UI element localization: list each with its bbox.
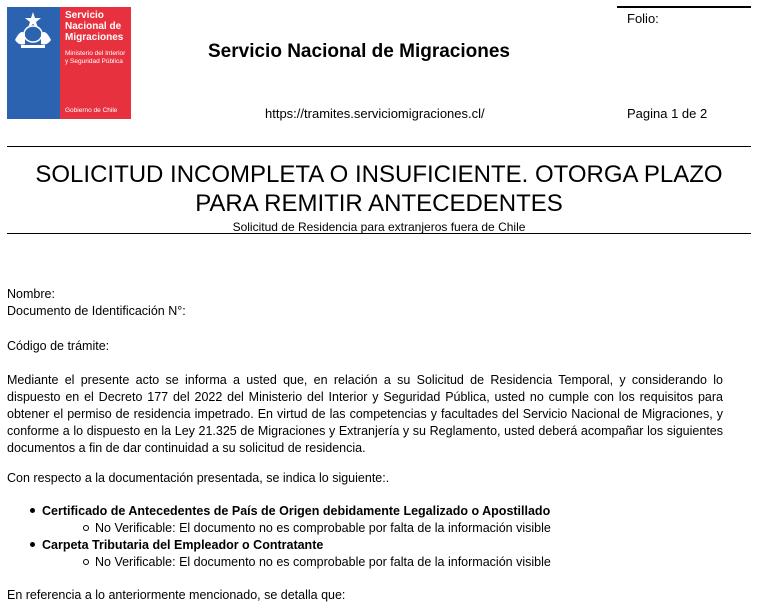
bullet-icon: [30, 508, 35, 513]
name-label: Nombre:: [7, 287, 55, 301]
document-subtitle: Solicitud de Residencia para extranjeros fuera de Chile: [232, 220, 526, 234]
code-label: Código de trámite:: [7, 339, 110, 353]
logo-government: Gobierno de Chile: [65, 107, 118, 114]
chile-crest-icon: [11, 10, 56, 50]
list-item: [30, 503, 550, 520]
header-url: https://tramites.serviciomigraciones.cl/: [265, 106, 485, 121]
item-detail: No Verificable: El documento no es comprobable por falta de la información visible: [95, 521, 551, 535]
folio-label: Folio:: [627, 11, 659, 26]
main-paragraph: Mediante el presente acto se informa a usted que, en relación a su Solicitud de Residencia Temporal, y considerando lo dispuesto en el Decreto 177 del 2022 del Ministerio del Interior y Seguridad Pública, usted no cumple con los requisitos para obtener el permiso de residencia impetrado. En virtud de las competencias y facultades del Servicio Nacional de Migraciones, y conforme a lo dispuesto en la Ley 21.325 de Migraciones y Extranjería y su Reglamento, usted deberá acompañar los siguientes documentos a fin de dar continuidad a su solicitud de residencia.: [7, 373, 723, 455]
logo-service-name: Servicio Nacional de Migraciones: [65, 10, 124, 43]
header-title: Servicio Nacional de Migraciones: [208, 41, 510, 62]
list-intro: Con respecto a la documentación presentada, se indica lo siguiente:.: [7, 471, 390, 485]
title-top-rule: [7, 146, 751, 147]
page-number: Pagina 1 de 2: [627, 106, 708, 121]
list-item-detail: [83, 520, 551, 537]
sub-bullet-icon: [83, 525, 89, 531]
logo-ministry: Ministerio del Interior y Seguridad Pública: [65, 50, 126, 65]
title-bottom-rule: [7, 233, 751, 234]
bullet-icon: [30, 542, 35, 547]
logo: [7, 7, 131, 119]
list-item-detail: [83, 554, 551, 571]
list-item: [30, 537, 323, 554]
folio-divider: [617, 6, 751, 8]
document-title: SOLICITUD INCOMPLETA O INSUFICIENTE. OTORGA PLAZO PARA REMITIR ANTECEDENTES: [35, 161, 723, 217]
item-title: Certificado de Antecedentes de País de Origen debidamente Legalizado o Apostillado: [42, 504, 551, 518]
id-label: Documento de Identificación N°:: [7, 304, 186, 318]
item-detail: No Verificable: El documento no es comprobable por falta de la información visible: [95, 555, 551, 569]
closing-text: En referencia a lo anteriormente mencionado, se detalla que:: [7, 588, 346, 602]
sub-bullet-icon: [83, 559, 89, 565]
item-title: Carpeta Tributaria del Empleador o Contratante: [42, 538, 324, 552]
